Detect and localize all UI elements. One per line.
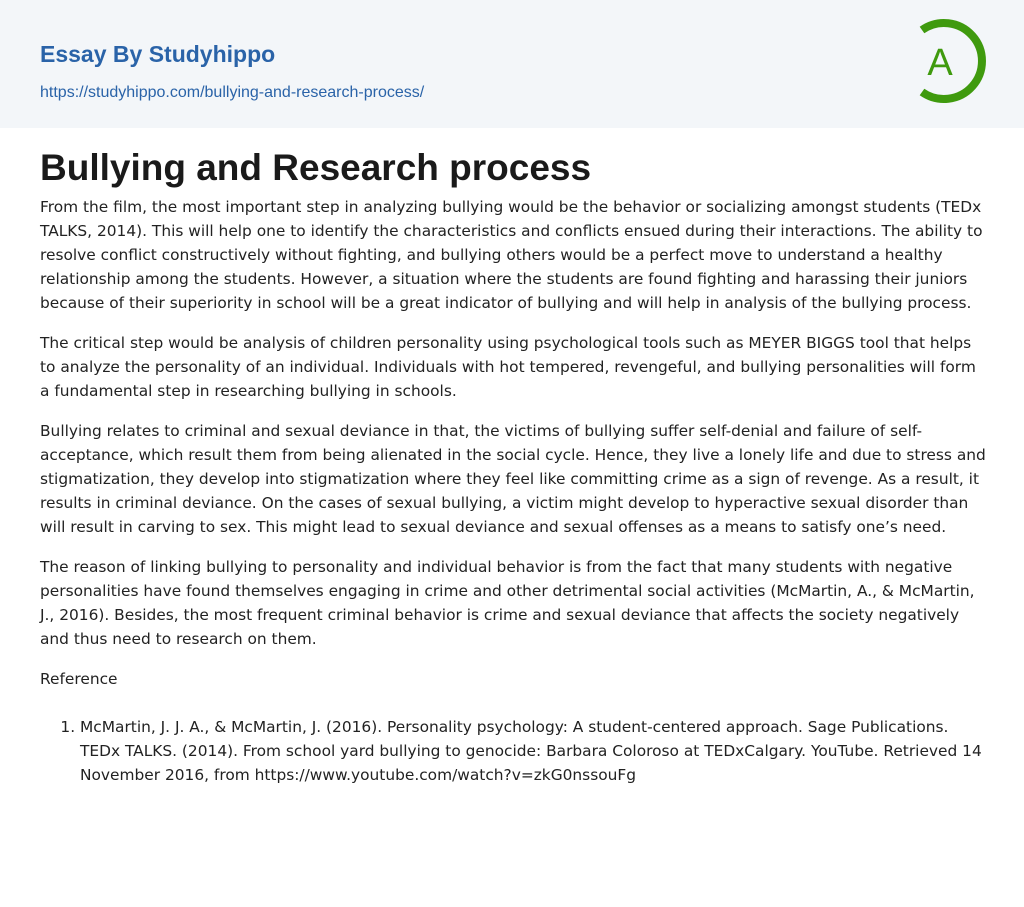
reference-list [40,715,988,787]
paragraph: The critical step would be analysis of children personality using psychological tools such as MEYER BIGGS tool that helps to analyze the personality of an individual. Individuals with hot tempered, revengeful, and bullying personalities will form a fundamental step in researching bullying in schools. [40,334,976,400]
svg-text:A: A [927,42,953,84]
studyhippo-logo-icon[interactable] [900,18,986,104]
reference-text: TEDx TALKS. (2014). From school yard bullying to genocide: Barbara Coloroso at TEDxCalgary. YouTube. Retrieved 14 November 2016, from https://www.youtube.com/watch?v=zkG0nssouFg [80,742,982,784]
reference-heading: Reference [40,670,118,688]
paragraph: Bullying relates to criminal and sexual deviance in that, the victims of bullying suffer self-denial and failure of self-acceptance, which result them from being alienated in the social cycle. Hence, they live a lonely life and due to stress and stigmatization, they develop into stigmatization where they feel like committing crime as a sign of revenge. As a result, it results in criminal deviance. On the cases of sexual bullying, a victim might develop to hyperactive sexual disorder than will result in carving to sex. This might lead to sexual deviance and sexual offenses as a means to satisfy one’s need. [40,422,986,536]
article-title: Bullying and Research process [40,147,592,188]
paragraph: From the film, the most important step in analyzing bullying would be the behavior or socializing amongst students (TEDx TALKS, 2014). This will help one to identify the characteristics and conflicts ensued during their interactions. The ability to resolve conflict constructively without fighting, and bullying others would be a perfect move to understand a healthy relationship among the students. However, a situation where the students are found fighting and harassing their juniors because of their superiority in school will be a great indicator of bullying and will help in analysis of the bullying process. [40,198,983,312]
brand-title: Essay By Studyhippo [40,41,276,67]
essay-url-link[interactable]: https://studyhippo.com/bullying-and-research-process/ [40,84,425,101]
article-body [40,195,988,787]
reference-item [80,715,988,787]
paragraph: The reason of linking bullying to personality and individual behavior is from the fact that many students with negative personalities have found themselves engaging in crime and other detrimental social activities (McMartin, A., & McMartin, J., 2016). Besides, the most frequent criminal behavior is crime and sexual deviance that affects the society negatively and thus need to research on them. [40,558,975,648]
reference-text: McMartin, J. J. A., & McMartin, J. (2016). Personality psychology: A student-centered approach. Sage Publications. [80,718,949,736]
